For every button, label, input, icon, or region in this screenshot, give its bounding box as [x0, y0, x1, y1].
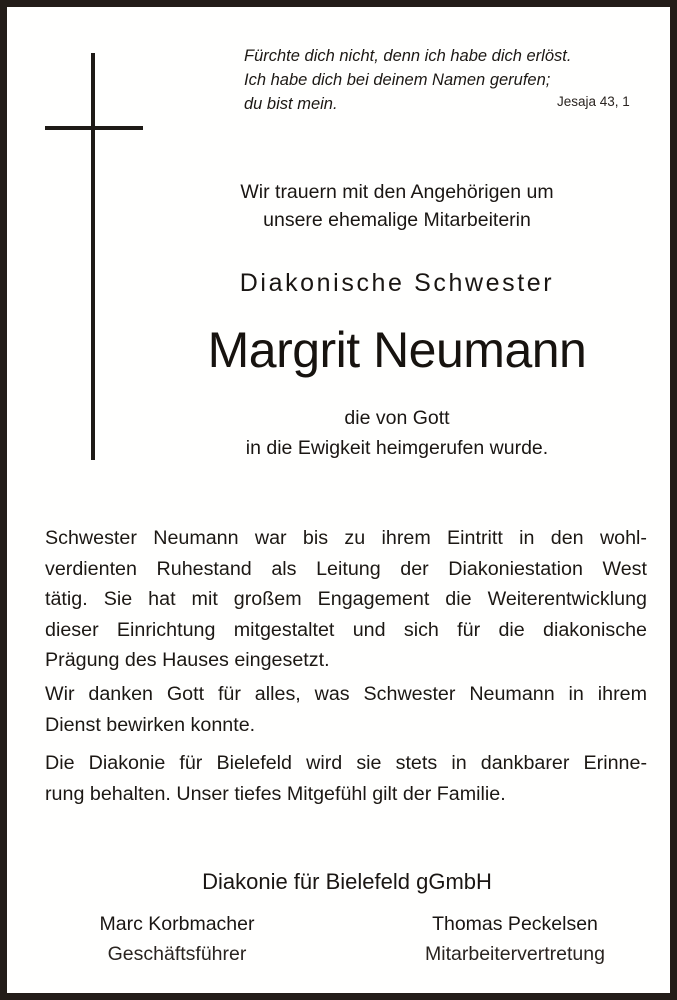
- verse-line: du bist mein.: [244, 95, 338, 113]
- intro-line: unsere ehemalige Mitarbeiterin: [263, 209, 531, 231]
- cross-icon: [91, 53, 95, 460]
- body-line: dieser Einrichtung mitgestaltet und sich für die diakonische: [45, 618, 647, 641]
- verse-line: Fürchte dich nicht, denn ich habe dich erlöst.: [244, 47, 572, 65]
- body-line: rung behalten. Unser tiefes Mitgefühl gilt der Familie.: [45, 782, 506, 805]
- signatory-name: Marc Korbmacher: [99, 913, 255, 935]
- body-line: verdienten Ruhestand als Leitung der Diakoniestation West: [45, 557, 647, 580]
- signatory-role: Geschäftsführer: [107, 943, 247, 965]
- body-line: Schwester Neumann war bis zu ihrem Eintritt in den wohl-: [45, 527, 647, 549]
- body-paragraph: [45, 523, 647, 676]
- body-line: Wir danken Gott für alles, was Schwester Neumann in ihrem: [45, 683, 647, 705]
- deceased-title: Diakonische Schwester: [239, 269, 555, 297]
- verse-reference: Jesaja 43, 1: [557, 94, 630, 109]
- body-paragraph: [45, 748, 647, 809]
- deceased-name: Margrit Neumann: [207, 322, 587, 378]
- body-line: Dienst bewirken konnte.: [45, 713, 256, 736]
- signatory: [385, 909, 645, 969]
- body-line: tätig. Sie hat mit großem Engagement die Weiterentwicklung: [45, 588, 647, 610]
- signatory-name: Thomas Peckelsen: [432, 913, 598, 935]
- body-line: Die Diakonie für Bielefeld wird sie stets in dankbarer Erinne-: [45, 752, 647, 774]
- subline: in die Ewigkeit heimgerufen wurde.: [245, 437, 549, 459]
- signatory: [47, 909, 307, 969]
- subline: die von Gott: [344, 407, 450, 429]
- body-line: Prägung des Hauses eingesetzt.: [45, 649, 330, 671]
- organization-name: Diakonie für Bielefeld gGmbH: [202, 869, 492, 894]
- verse-line: Ich habe dich bei deinem Namen gerufen;: [244, 71, 551, 89]
- body-paragraph: [45, 679, 647, 740]
- signatory-role: Mitarbeitervertretung: [425, 943, 605, 965]
- cross-icon-crossbar: [45, 126, 143, 130]
- intro-line: Wir trauern mit den Angehörigen um: [240, 181, 554, 203]
